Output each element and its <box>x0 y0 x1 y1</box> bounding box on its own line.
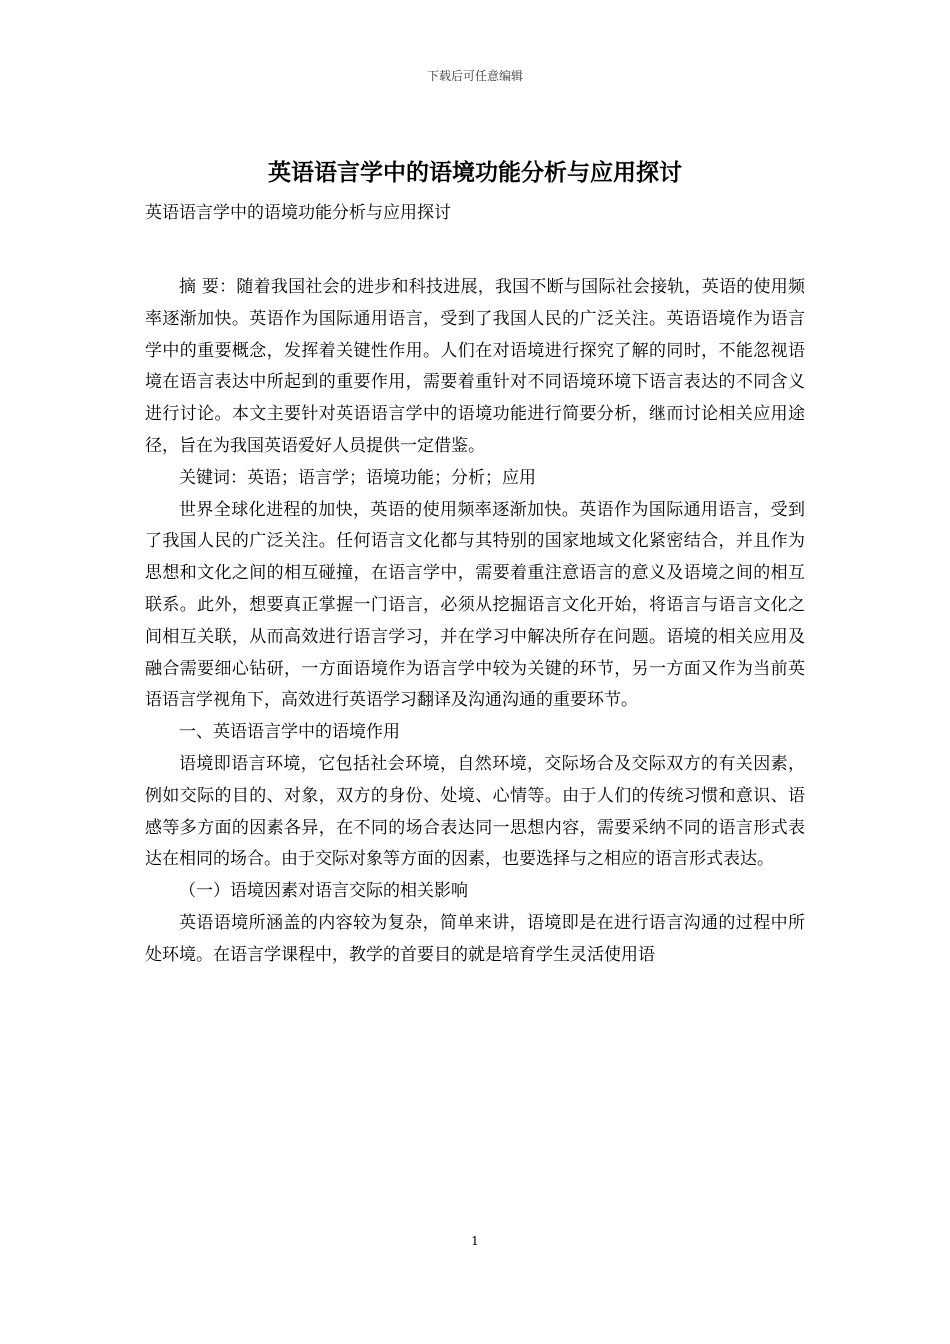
document-body <box>145 272 805 972</box>
document-subtitle: 英语语言学中的语境功能分析与应用探讨 <box>145 203 451 223</box>
page-number: 1 <box>471 1234 479 1248</box>
abstract-paragraph: 摘 要：随着我国社会的进步和科技进展，我国不断与国际社会接轨，英语的使用频率逐渐加快。英语作为国际通用语言，受到了我国人民的广泛关注。英语语境作为语言学中的重要概念，发挥着关键性作用。人们在对语境进行探究了解的同时，不能忽视语境在语言表达中所起到的重要作用，需要着重针对不同语境环境下语言表达的不同含义进行讨论。本文主要针对英语语言学中的语境功能进行简要分析，继而讨论相关应用途径，旨在为我国英语爱好人员提供一定借鉴。 <box>145 277 805 456</box>
section-heading-1: 一、英语语言学中的语境作用 <box>179 722 400 743</box>
subsection-heading-1: （一）语境因素对语言交际的相关影响 <box>179 881 468 902</box>
keywords-paragraph: 关键词：英语；语言学；语境功能；分析；应用 <box>179 467 536 488</box>
body-paragraph: 语境即语言环境，它包括社会环境，自然环境，交际场合及交际双方的有关因素，例如交际的目的、对象，双方的身份、处境、心情等。由于人们的传统习惯和意识、语感等多方面的因素各异，在不同的场合表达同一思想内容，需要采纳不同的语言形式表达在相同的场合。由于交际对象等方面的因素，也要选择与之相应的语言形式表达。 <box>145 753 805 870</box>
body-paragraph: 英语语境所涵盖的内容较为复杂，简单来讲，语境即是在进行语言沟通的过程中所处环境。在语言学课程中，教学的首要目的就是培育学生灵活使用语 <box>145 912 805 965</box>
document-title: 英语语言学中的语境功能分析与应用探讨 <box>268 159 682 186</box>
intro-paragraph: 世界全球化进程的加快，英语的使用频率逐渐加快。英语作为国际通用语言，受到了我国人民的广泛关注。任何语言文化都与其特别的国家地域文化紧密结合，并且作为思想和文化之间的相互碰撞，在语言学中，需要着重注意语言的意义及语境之间的相互联系。此外，想要真正掌握一门语言，必须从挖掘语言文化开始，将语言与语言文化之间相互关联，从而高效进行语言学习，并在学习中解决所存在问题。语境的相关应用及融合需要细心钻研，一方面语境作为语言学中较为关键的环节，另一方面又作为当前英语语言学视角下，高效进行英语学习翻译及沟通沟通的重要环节。 <box>145 499 805 711</box>
header-note: 下载后可任意编辑 <box>426 69 523 83</box>
